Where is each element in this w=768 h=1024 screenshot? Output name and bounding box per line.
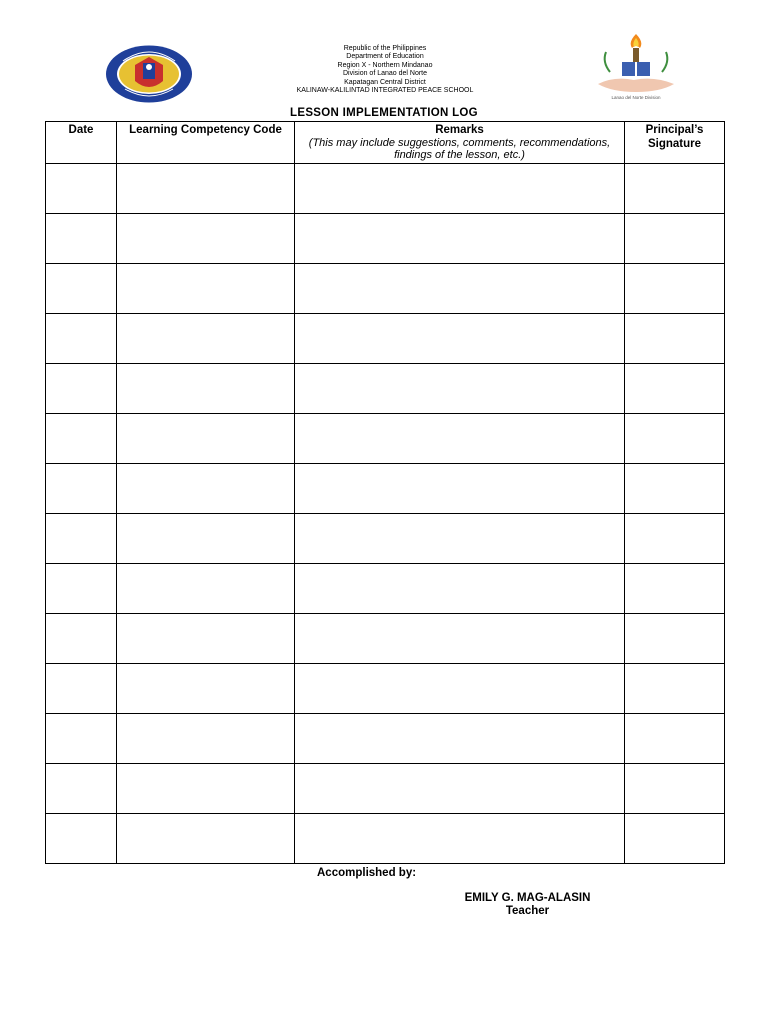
table-row [46, 514, 725, 564]
cell-competency[interactable] [117, 814, 295, 864]
header-region: Region X - Northern Mindanao [337, 61, 433, 69]
table-row [46, 564, 725, 614]
cell-signature[interactable] [625, 714, 725, 764]
signature-block [440, 892, 615, 918]
cell-remarks[interactable] [295, 364, 625, 414]
table-row [46, 464, 725, 514]
cell-remarks[interactable] [295, 764, 625, 814]
cell-competency[interactable] [117, 664, 295, 714]
cell-date[interactable] [46, 714, 117, 764]
table-row [46, 414, 725, 464]
header-district: Kapatagan Central District [344, 78, 426, 86]
cell-date[interactable] [46, 164, 117, 214]
cell-signature[interactable] [625, 264, 725, 314]
cell-date[interactable] [46, 814, 117, 864]
cell-remarks[interactable] [295, 214, 625, 264]
cell-date[interactable] [46, 614, 117, 664]
school-header [240, 45, 530, 95]
column-header-date: Date [46, 122, 117, 164]
table-row [46, 164, 725, 214]
cell-signature[interactable] [625, 314, 725, 364]
cell-date[interactable] [46, 664, 117, 714]
cell-signature[interactable] [625, 564, 725, 614]
cell-remarks[interactable] [295, 564, 625, 614]
cell-remarks[interactable] [295, 264, 625, 314]
table-header-row [46, 122, 725, 164]
cell-date[interactable] [46, 514, 117, 564]
cell-date[interactable] [46, 314, 117, 364]
teacher-name: EMILY G. MAG-ALASIN [464, 892, 591, 904]
cell-competency[interactable] [117, 414, 295, 464]
cell-signature[interactable] [625, 664, 725, 714]
svg-text:Lanao del Norte Division: Lanao del Norte Division [611, 95, 661, 100]
cell-remarks[interactable] [295, 614, 625, 664]
cell-signature[interactable] [625, 464, 725, 514]
cell-competency[interactable] [117, 464, 295, 514]
cell-competency[interactable] [117, 314, 295, 364]
division-torch-logo-icon [594, 32, 678, 102]
header-department: Department of Education [346, 53, 424, 61]
table-row [46, 664, 725, 714]
cell-competency[interactable] [117, 514, 295, 564]
cell-date[interactable] [46, 364, 117, 414]
deped-seal-icon [105, 45, 193, 103]
cell-remarks[interactable] [295, 814, 625, 864]
accomplished-by-label: Accomplished by: [317, 867, 417, 879]
table-row [46, 214, 725, 264]
cell-remarks[interactable] [295, 164, 625, 214]
cell-signature[interactable] [625, 164, 725, 214]
cell-date[interactable] [46, 764, 117, 814]
cell-competency[interactable] [117, 364, 295, 414]
cell-date[interactable] [46, 464, 117, 514]
document-title: LESSON IMPLEMENTATION LOG [290, 107, 478, 119]
remarks-title: Remarks [435, 124, 484, 136]
cell-competency[interactable] [117, 714, 295, 764]
cell-competency[interactable] [117, 164, 295, 214]
table-row [46, 264, 725, 314]
cell-signature[interactable] [625, 414, 725, 464]
table-row [46, 364, 725, 414]
cell-signature[interactable] [625, 364, 725, 414]
cell-date[interactable] [46, 564, 117, 614]
remarks-note: (This may include suggestions, comments, recommendations, findings of the lesson, etc.) [308, 137, 611, 161]
header-division: Division of Lanao del Norte [342, 70, 428, 78]
teacher-role: Teacher [505, 905, 550, 917]
cell-date[interactable] [46, 264, 117, 314]
cell-competency[interactable] [117, 564, 295, 614]
lesson-log-table [45, 121, 725, 864]
cell-date[interactable] [46, 414, 117, 464]
table-row [46, 814, 725, 864]
cell-competency[interactable] [117, 264, 295, 314]
cell-signature[interactable] [625, 614, 725, 664]
column-header-remarks [295, 122, 625, 164]
cell-remarks[interactable] [295, 664, 625, 714]
cell-remarks[interactable] [295, 464, 625, 514]
cell-competency[interactable] [117, 214, 295, 264]
header-republic: Republic of the Philippines [343, 45, 427, 52]
cell-date[interactable] [46, 214, 117, 264]
cell-remarks[interactable] [295, 314, 625, 364]
cell-remarks[interactable] [295, 414, 625, 464]
cell-signature[interactable] [625, 514, 725, 564]
cell-competency[interactable] [117, 614, 295, 664]
cell-signature[interactable] [625, 214, 725, 264]
table-row [46, 614, 725, 664]
cell-signature[interactable] [625, 764, 725, 814]
cell-signature[interactable] [625, 814, 725, 864]
cell-remarks[interactable] [295, 514, 625, 564]
cell-remarks[interactable] [295, 714, 625, 764]
table-body [46, 164, 725, 864]
header-school: KALINAW-KALILINTAD INTEGRATED PEACE SCHOOL [296, 87, 474, 95]
column-header-signature: Principal’s Signature [625, 122, 725, 164]
table-row [46, 714, 725, 764]
column-header-competency: Learning Competency Code [117, 122, 295, 164]
table-row [46, 764, 725, 814]
table-row [46, 314, 725, 364]
cell-competency[interactable] [117, 764, 295, 814]
